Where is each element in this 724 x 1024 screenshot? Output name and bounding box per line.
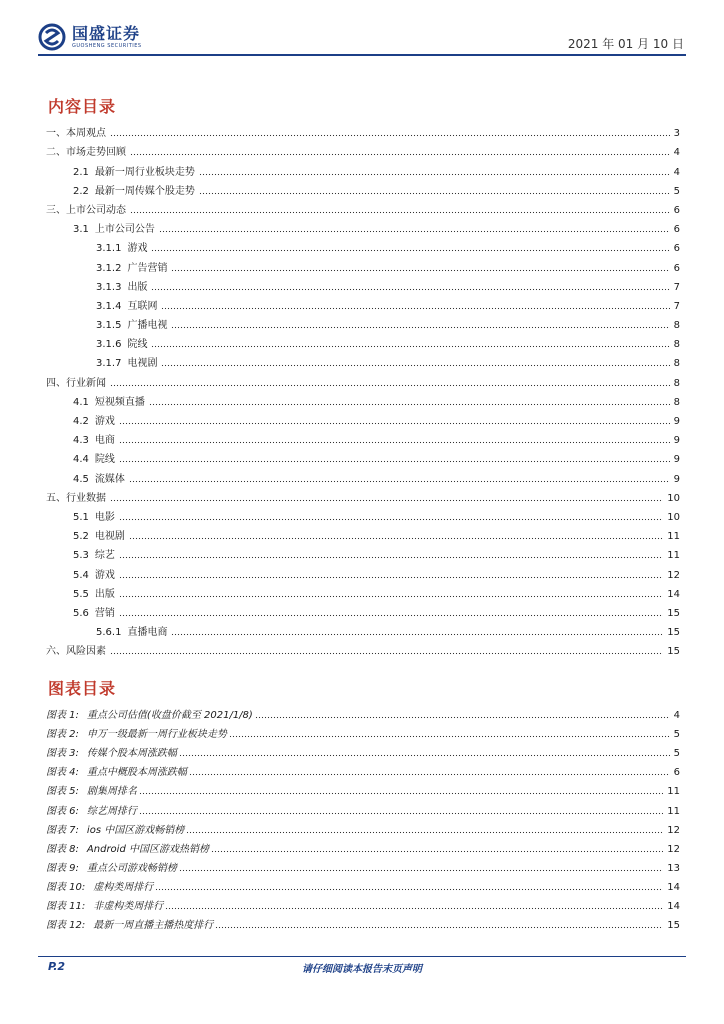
entry-number: 图表 6: xyxy=(46,805,79,817)
entry-title xyxy=(96,259,169,274)
entry-page-number: 4 xyxy=(673,147,680,159)
toc-title: 内容目录 xyxy=(48,97,117,116)
dot-leader xyxy=(149,403,670,406)
entry-title xyxy=(73,546,117,561)
entry-title xyxy=(46,201,128,216)
dot-leader xyxy=(119,441,670,444)
dot-leader xyxy=(151,288,669,291)
entry-label: 院线 xyxy=(127,339,148,351)
toc-entry[interactable] xyxy=(46,504,680,523)
toc-entry[interactable] xyxy=(46,178,680,197)
entry-page-number: 15 xyxy=(667,607,680,619)
toc-entry[interactable] xyxy=(46,542,680,561)
figure-entry[interactable] xyxy=(46,759,680,778)
entry-page-number: 5 xyxy=(673,185,680,197)
entry-label: 最新一周传媒个股走势 xyxy=(94,185,195,197)
entry-page-number: 8 xyxy=(673,377,680,389)
toc-entry[interactable] xyxy=(46,600,680,619)
toc-entry[interactable] xyxy=(46,274,680,293)
dot-leader xyxy=(179,754,670,757)
company-logo xyxy=(38,20,142,54)
dot-leader xyxy=(186,831,663,834)
entry-label: 短视频直播 xyxy=(94,396,145,408)
toc-entry[interactable] xyxy=(46,331,680,350)
entry-number: 5.3 xyxy=(73,550,89,562)
entry-label: 综艺 xyxy=(94,550,115,562)
dot-leader xyxy=(161,364,669,367)
figures-title: 图表目录 xyxy=(48,679,117,698)
entry-label: 电视剧 xyxy=(94,531,125,543)
dot-leader xyxy=(139,812,663,815)
entry-page-number: 8 xyxy=(673,396,680,408)
entry-page-number: 15 xyxy=(667,627,680,639)
entry-page-number: 3 xyxy=(673,128,680,140)
entry-label: 申万一级最新一周行业板块走势 xyxy=(86,729,227,741)
entry-page-number: 6 xyxy=(673,767,680,779)
entry-title xyxy=(46,489,108,504)
figure-entry[interactable] xyxy=(46,836,680,855)
entry-label: 五、行业数据 xyxy=(46,492,106,504)
dot-leader xyxy=(130,211,670,214)
dot-leader xyxy=(119,614,663,617)
entry-number: 5.6.1 xyxy=(96,627,122,639)
entry-number: 4.3 xyxy=(73,435,89,447)
dot-leader xyxy=(171,269,669,272)
entry-label: 互联网 xyxy=(127,300,158,312)
toc-entry[interactable] xyxy=(46,369,680,388)
entry-number: 图表 10: xyxy=(46,881,86,893)
entry-title xyxy=(96,316,169,331)
figure-entry[interactable] xyxy=(46,740,680,759)
dot-leader xyxy=(199,173,670,176)
entry-page-number: 11 xyxy=(667,786,680,798)
dot-leader xyxy=(151,345,669,348)
entry-title xyxy=(73,450,117,465)
entry-title xyxy=(46,706,253,721)
entry-title xyxy=(73,604,117,619)
toc-entry[interactable] xyxy=(46,446,680,465)
entry-number: 4.1 xyxy=(73,396,89,408)
toc-entry[interactable] xyxy=(46,139,680,158)
entry-number: 3.1.4 xyxy=(96,300,122,312)
entry-number: 4.4 xyxy=(73,454,89,466)
entry-label: 电商 xyxy=(94,435,115,447)
figure-entry[interactable] xyxy=(46,702,680,721)
dot-leader xyxy=(119,556,663,559)
entry-page-number: 10 xyxy=(667,492,680,504)
entry-page-number: 6 xyxy=(673,204,680,216)
dot-leader xyxy=(159,230,670,233)
entry-label: 广播电视 xyxy=(127,320,168,332)
report-date: 2021 年 01 月 10 日 xyxy=(567,37,684,51)
entry-label: 电视剧 xyxy=(127,358,158,370)
logo-icon xyxy=(38,23,66,51)
dot-leader xyxy=(110,384,670,387)
entry-page-number: 5 xyxy=(673,748,680,760)
entry-title xyxy=(46,782,137,797)
entry-title xyxy=(46,374,108,389)
entry-page-number: 14 xyxy=(667,588,680,600)
dot-leader xyxy=(110,499,663,502)
entry-page-number: 13 xyxy=(667,862,680,874)
entry-title xyxy=(96,278,149,293)
toc-entry[interactable] xyxy=(46,235,680,254)
entry-page-number: 9 xyxy=(673,454,680,466)
entry-number: 图表 5: xyxy=(46,786,79,798)
entry-title xyxy=(73,566,117,581)
toc-entry[interactable] xyxy=(46,293,680,312)
toc-entry[interactable] xyxy=(46,350,680,369)
disclaimer-note: 请仔细阅读本报告末页声明 xyxy=(302,964,422,975)
figure-entry[interactable] xyxy=(46,778,680,797)
toc-entry[interactable] xyxy=(46,485,680,504)
footer-divider xyxy=(38,956,686,957)
entry-page-number: 15 xyxy=(667,646,680,658)
entry-page-number: 4 xyxy=(673,710,680,722)
entry-label: 非虚构类周排行 xyxy=(93,901,164,913)
entry-number: 图表 12: xyxy=(46,920,86,932)
entry-page-number: 12 xyxy=(667,843,680,855)
dot-leader xyxy=(110,134,670,137)
entry-number: 3.1.3 xyxy=(96,281,122,293)
entry-label: 流媒体 xyxy=(94,473,125,485)
entry-label: 最新一周直播主播热度排行 xyxy=(93,920,214,932)
entry-title xyxy=(46,840,209,855)
dot-leader xyxy=(119,422,670,425)
entry-number: 5.1 xyxy=(73,511,89,523)
entry-page-number: 11 xyxy=(667,550,680,562)
toc-entry[interactable] xyxy=(46,408,680,427)
entry-label: 二、市场走势回顾 xyxy=(46,147,126,159)
dot-leader xyxy=(139,792,663,795)
toc-entry[interactable] xyxy=(46,465,680,484)
figure-entry[interactable] xyxy=(46,874,680,893)
entry-number: 2.1 xyxy=(73,166,89,178)
entry-number: 图表 1: xyxy=(46,710,79,722)
toc-entry[interactable] xyxy=(46,216,680,235)
entry-page-number: 8 xyxy=(673,358,680,370)
header-divider xyxy=(38,54,686,56)
entry-number: 4.5 xyxy=(73,473,89,485)
entry-title xyxy=(73,393,147,408)
entry-page-number: 11 xyxy=(667,805,680,817)
entry-page-number: 7 xyxy=(673,300,680,312)
entry-label: 营销 xyxy=(94,607,115,619)
dot-leader xyxy=(130,153,670,156)
entry-title xyxy=(73,508,117,523)
entry-number: 3.1.5 xyxy=(96,320,122,332)
figure-entry[interactable] xyxy=(46,855,680,874)
entry-number: 图表 11: xyxy=(46,901,86,913)
logo-english-text: GUOSHENG SECURITIES xyxy=(72,42,142,49)
entry-title xyxy=(46,143,128,158)
figure-entry[interactable] xyxy=(46,797,680,816)
dot-leader xyxy=(119,518,663,521)
dot-leader xyxy=(255,716,670,719)
entry-label: 三、上市公司动态 xyxy=(46,204,126,216)
toc-entry[interactable] xyxy=(46,561,680,580)
dot-leader xyxy=(119,460,670,463)
entry-page-number: 15 xyxy=(667,920,680,932)
dot-leader xyxy=(119,595,663,598)
entry-page-number: 6 xyxy=(673,243,680,255)
entry-page-number: 11 xyxy=(667,531,680,543)
entry-title xyxy=(73,182,197,197)
entry-title xyxy=(46,642,108,657)
logo-chinese-text: 国盛证券 xyxy=(72,23,141,43)
entry-label: 出版 xyxy=(94,588,115,600)
entry-title xyxy=(73,220,157,235)
entry-page-number: 7 xyxy=(673,281,680,293)
entry-page-number: 12 xyxy=(667,824,680,836)
entry-label: 直播电商 xyxy=(127,627,168,639)
entry-number: 5.2 xyxy=(73,531,89,543)
entry-number: 图表 8: xyxy=(46,843,79,855)
entry-number: 3.1.2 xyxy=(96,262,122,274)
entry-label: 出版 xyxy=(127,281,148,293)
entry-label: 综艺周排行 xyxy=(86,805,137,817)
dot-leader xyxy=(215,926,663,929)
entry-number: 图表 3: xyxy=(46,748,79,760)
toc-entry[interactable] xyxy=(46,427,680,446)
toc-entry[interactable] xyxy=(46,523,680,542)
dot-leader xyxy=(199,192,670,195)
entry-title xyxy=(96,297,159,312)
dot-leader xyxy=(161,307,669,310)
entry-page-number: 8 xyxy=(673,339,680,351)
dot-leader xyxy=(151,249,669,252)
entry-title xyxy=(96,623,169,638)
entry-number: 图表 4: xyxy=(46,767,79,779)
entry-title xyxy=(46,878,153,893)
entry-label: 一、本周观点 xyxy=(46,128,106,140)
entry-label: Android 中国区游戏热销榜 xyxy=(86,843,209,855)
entry-number: 2.2 xyxy=(73,185,89,197)
entry-label: 最新一周行业板块走势 xyxy=(94,166,195,178)
entry-title xyxy=(73,412,117,427)
entry-number: 图表 9: xyxy=(46,862,79,874)
entry-label: 电影 xyxy=(94,511,115,523)
toc-entry[interactable] xyxy=(46,158,680,177)
dot-leader xyxy=(129,537,663,540)
entry-label: 剧集周排名 xyxy=(86,786,137,798)
entry-title xyxy=(46,897,163,912)
entry-title xyxy=(96,335,149,350)
entry-page-number: 9 xyxy=(673,473,680,485)
entry-number: 5.6 xyxy=(73,607,89,619)
entry-label: 重点公司估值(收盘价截至 2021/1/8) xyxy=(86,710,253,722)
entry-title xyxy=(46,124,108,139)
entry-page-number: 14 xyxy=(667,881,680,893)
entry-page-number: 5 xyxy=(673,729,680,741)
entry-title xyxy=(46,916,213,931)
entry-label: 重点公司游戏畅销榜 xyxy=(86,862,177,874)
entry-number: 图表 2: xyxy=(46,729,79,741)
entry-label: 六、风险因素 xyxy=(46,646,106,658)
entry-title xyxy=(73,470,127,485)
dot-leader xyxy=(189,773,670,776)
toc-entry[interactable] xyxy=(46,581,680,600)
entry-label: 广告营销 xyxy=(127,262,168,274)
list-of-figures xyxy=(46,702,680,931)
entry-title xyxy=(46,744,177,759)
dot-leader xyxy=(165,907,663,910)
table-of-contents xyxy=(46,120,680,657)
figure-entry[interactable] xyxy=(46,912,680,931)
entry-page-number: 9 xyxy=(673,435,680,447)
entry-title xyxy=(46,802,137,817)
entry-page-number: 12 xyxy=(667,569,680,581)
figure-entry[interactable] xyxy=(46,817,680,836)
entry-title xyxy=(46,859,177,874)
dot-leader xyxy=(179,869,663,872)
entry-page-number: 8 xyxy=(673,320,680,332)
dot-leader xyxy=(211,850,663,853)
page-number: P.2 xyxy=(48,960,66,973)
toc-entry[interactable] xyxy=(46,254,680,273)
entry-label: 传媒个股本周涨跌幅 xyxy=(86,748,177,760)
dot-leader xyxy=(229,735,670,738)
entry-title xyxy=(73,527,127,542)
entry-page-number: 4 xyxy=(673,166,680,178)
entry-page-number: 9 xyxy=(673,416,680,427)
dot-leader xyxy=(171,633,663,636)
toc-entry[interactable] xyxy=(46,619,680,638)
entry-number: 图表 7: xyxy=(46,824,79,836)
entry-label: ios 中国区游戏畅销榜 xyxy=(86,824,185,836)
entry-number: 3.1 xyxy=(73,224,89,236)
entry-number: 5.5 xyxy=(73,588,89,600)
entry-label: 院线 xyxy=(94,454,115,466)
entry-label: 游戏 xyxy=(94,416,115,427)
page-header xyxy=(38,18,686,58)
entry-number: 4.2 xyxy=(73,416,89,427)
dot-leader xyxy=(155,888,663,891)
entry-title xyxy=(46,725,227,740)
entry-title xyxy=(73,585,117,600)
entry-page-number: 6 xyxy=(673,224,680,236)
toc-entry[interactable] xyxy=(46,638,680,657)
entry-title xyxy=(73,431,117,446)
dot-leader xyxy=(171,326,669,329)
entry-label: 虚构类周排行 xyxy=(93,881,154,893)
toc-entry[interactable] xyxy=(46,389,680,408)
entry-label: 游戏 xyxy=(94,569,115,581)
entry-title xyxy=(46,763,187,778)
toc-entry[interactable] xyxy=(46,197,680,216)
entry-page-number: 6 xyxy=(673,262,680,274)
dot-leader xyxy=(129,480,670,483)
entry-number: 5.4 xyxy=(73,569,89,581)
entry-number: 3.1.7 xyxy=(96,358,122,370)
entry-label: 四、行业新闻 xyxy=(46,377,106,389)
entry-title xyxy=(96,239,149,254)
entry-title xyxy=(46,821,184,836)
figure-entry[interactable] xyxy=(46,893,680,912)
entry-number: 3.1.6 xyxy=(96,339,122,351)
entry-page-number: 14 xyxy=(667,901,680,913)
entry-label: 游戏 xyxy=(127,243,148,255)
entry-page-number: 10 xyxy=(667,511,680,523)
toc-entry[interactable] xyxy=(46,312,680,331)
entry-number: 3.1.1 xyxy=(96,243,122,255)
entry-label: 重点中概股本周涨跌幅 xyxy=(86,767,187,779)
toc-entry[interactable] xyxy=(46,120,680,139)
dot-leader xyxy=(119,576,663,579)
figure-entry[interactable] xyxy=(46,721,680,740)
entry-label: 上市公司公告 xyxy=(94,224,155,236)
entry-title xyxy=(73,163,197,178)
dot-leader xyxy=(110,652,663,655)
entry-title xyxy=(96,354,159,369)
